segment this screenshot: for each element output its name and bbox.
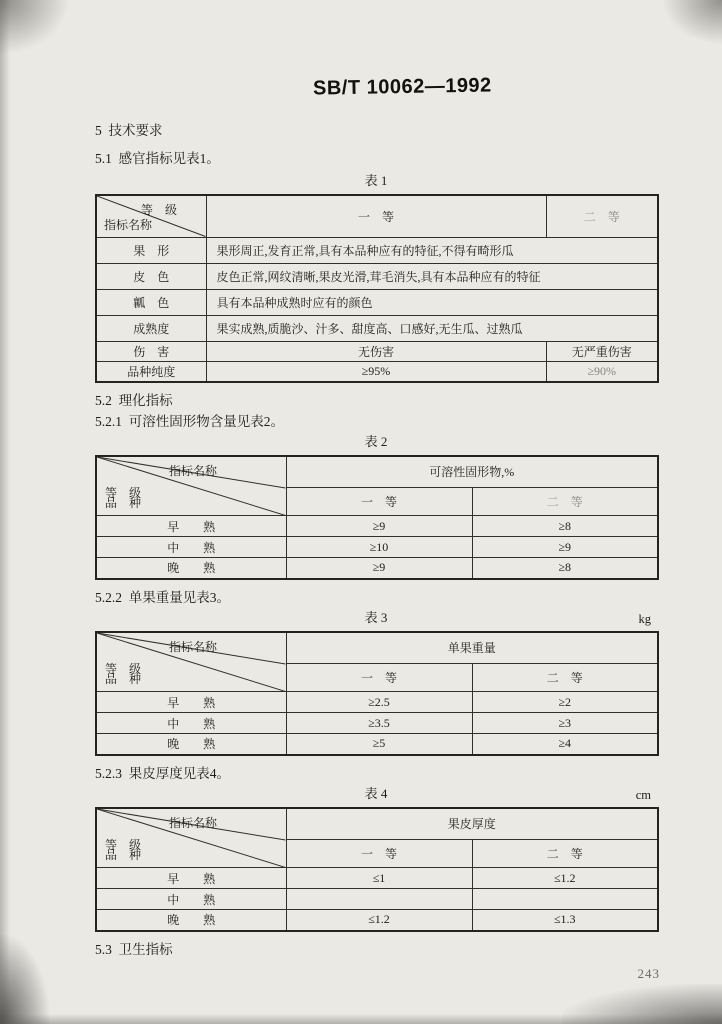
table2-col-second-grade: 二 等 <box>472 488 658 516</box>
table2-col-first-grade: 一 等 <box>286 488 472 516</box>
standard-code-stamp: SB/T 10062—1992 <box>312 74 492 100</box>
row-header-mid-maturing: 中 熟 <box>96 889 286 910</box>
table4-group-header-row <box>96 808 658 840</box>
table2-group-header-row <box>96 456 658 488</box>
cell-skin-color-description: 皮色正常,网纹清晰,果皮光滑,茸毛消失,具有本品种应有的特征 <box>206 263 658 289</box>
cell-mid-grade1: ≥3.5 <box>286 713 472 734</box>
table1-row-fruit-shape <box>96 237 658 263</box>
table1-diagonal-header-cell <box>96 195 206 237</box>
cell-mid-grade2: ≥9 <box>472 537 658 558</box>
table-3-single-fruit-weight <box>95 631 659 756</box>
table4-indicator-name-label: 指标名称 <box>169 815 218 830</box>
row-header-variety-purity: 品种纯度 <box>96 361 206 382</box>
heading-physicochemical-indicators: 5.2 理化指标 <box>95 392 173 408</box>
table4-row-early <box>96 868 658 889</box>
table2-caption-row <box>95 434 657 450</box>
table3-row-mid <box>96 713 658 734</box>
table3-variety-label: 品 种 <box>105 672 142 686</box>
cell-flesh-color-description: 具有本品种成熟时应有的颜色 <box>206 289 658 315</box>
heading-sensory-indicators: 5.1 感官指标见表1。 <box>95 151 220 166</box>
row-header-mid-maturing: 中 熟 <box>96 537 286 558</box>
table4-col-first-grade: 一 等 <box>286 840 472 868</box>
table3-indicator-name-label: 指标名称 <box>169 639 218 654</box>
scan-shadow-left-edge <box>0 0 10 1024</box>
cell-mid-grade2 <box>472 889 658 910</box>
table3-diagonal-header-cell <box>96 632 286 692</box>
cell-damage-grade1: 无伤害 <box>206 341 546 361</box>
table4-row-mid <box>96 889 658 910</box>
table2-row-mid <box>96 537 658 558</box>
cell-early-grade2: ≥8 <box>472 516 658 537</box>
table1-row-variety-purity <box>96 361 658 382</box>
row-header-early-maturing: 早 熟 <box>96 868 286 889</box>
row-header-flesh-color: 瓤 色 <box>96 289 206 315</box>
table1-header-row <box>96 195 658 237</box>
row-header-fruit-shape: 果 形 <box>96 237 206 263</box>
cell-early-grade2: ≥2 <box>472 692 658 713</box>
row-header-maturity: 成熟度 <box>96 315 206 341</box>
table1-caption: 表 1 <box>364 173 388 188</box>
row-header-late-maturing: 晚 熟 <box>96 734 286 755</box>
table2-grade-label: 等 级 <box>105 485 142 500</box>
cell-damage-grade2: 无严重伤害 <box>546 341 658 361</box>
cell-mid-grade1: ≥10 <box>286 537 472 558</box>
table1-caption-row <box>95 173 657 189</box>
table3-group-header-row <box>96 632 658 664</box>
cell-late-grade1: ≥9 <box>286 558 472 579</box>
cell-fruit-shape-description: 果形周正,发育正常,具有本品种应有的特征,不得有畸形瓜 <box>206 237 658 263</box>
page-number: 243 <box>637 966 660 981</box>
row-header-damage: 伤 害 <box>96 341 206 361</box>
table2-row-early <box>96 516 658 537</box>
table2-row-late <box>96 558 658 579</box>
cell-early-grade1: ≤1 <box>286 868 472 889</box>
table4-unit: cm <box>635 787 651 802</box>
table1-row-flesh-color <box>96 289 658 315</box>
scan-shadow-bottom-left <box>0 934 50 1024</box>
table1-row-damage <box>96 341 658 361</box>
table3-grade-label: 等 级 <box>105 661 142 676</box>
table3-col-first-grade: 一 等 <box>286 664 472 692</box>
table1-col-second-grade: 二 等 <box>546 195 658 237</box>
table4-row-late <box>96 910 658 931</box>
document-page <box>95 76 657 958</box>
cell-mid-grade1 <box>286 889 472 910</box>
table-1-sensory-indicators <box>95 194 659 383</box>
cell-late-grade2: ≤1.3 <box>472 910 658 931</box>
table2-group-header: 可溶性固形物,% <box>286 456 658 488</box>
scan-shadow-bottom-right <box>562 984 722 1024</box>
cell-purity-grade1: ≥95% <box>206 361 546 382</box>
cell-late-grade2: ≥8 <box>472 558 658 579</box>
table1-col-first-grade: 一 等 <box>206 195 546 237</box>
heading-technical-requirements: 5 技术要求 <box>95 123 163 138</box>
row-header-early-maturing: 早 熟 <box>96 516 286 537</box>
table-2-soluble-solids <box>95 455 659 580</box>
table3-unit: kg <box>638 611 651 626</box>
table3-group-header: 单果重量 <box>286 632 658 664</box>
row-header-skin-color: 皮 色 <box>96 263 206 289</box>
table3-row-early <box>96 692 658 713</box>
table3-caption-row <box>95 610 657 626</box>
table-4-peel-thickness <box>95 807 659 932</box>
table4-variety-label: 品 种 <box>105 848 142 862</box>
table4-caption: 表 4 <box>364 785 388 801</box>
table1-grade-label: 等 级 <box>141 203 178 217</box>
row-header-late-maturing: 晚 熟 <box>96 910 286 931</box>
table4-caption-row <box>95 786 657 802</box>
table3-row-late <box>96 734 658 755</box>
table4-grade-label: 等 级 <box>105 837 142 852</box>
table4-diagonal-header-cell <box>96 808 286 868</box>
table2-variety-label: 品 种 <box>105 496 142 510</box>
table2-diagonal-header-cell <box>96 456 286 516</box>
table3-caption: 表 3 <box>364 609 388 625</box>
table4-group-header: 果皮厚度 <box>286 808 658 840</box>
heading-peel-thickness: 5.2.3 果皮厚度见表4。 <box>95 765 230 781</box>
cell-early-grade1: ≥2.5 <box>286 692 472 713</box>
heading-soluble-solids: 5.2.1 可溶性固形物含量见表2。 <box>95 413 284 429</box>
table1-row-maturity <box>96 315 658 341</box>
cell-early-grade1: ≥9 <box>286 516 472 537</box>
row-header-mid-maturing: 中 熟 <box>96 713 286 734</box>
scan-shadow-top-right <box>662 0 722 45</box>
cell-maturity-description: 果实成熟,质脆沙、汁多、甜度高、口感好,无生瓜、过熟瓜 <box>206 315 658 341</box>
heading-hygiene-indicators: 5.3 卫生指标 <box>95 941 173 957</box>
table2-caption: 表 2 <box>364 433 388 449</box>
cell-late-grade1: ≥5 <box>286 734 472 755</box>
cell-purity-grade2: ≥90% <box>546 361 658 382</box>
table1-indicator-name-label: 指标名称 <box>104 217 153 232</box>
table2-indicator-name-label: 指标名称 <box>169 463 218 478</box>
scan-shadow-top-left <box>0 0 70 55</box>
table3-col-second-grade: 二 等 <box>472 664 658 692</box>
cell-late-grade1: ≤1.2 <box>286 910 472 931</box>
cell-early-grade2: ≤1.2 <box>472 868 658 889</box>
table4-col-second-grade: 二 等 <box>472 840 658 868</box>
row-header-late-maturing: 晚 熟 <box>96 558 286 579</box>
heading-single-fruit-weight: 5.2.2 单果重量见表3。 <box>95 589 230 605</box>
cell-mid-grade2: ≥3 <box>472 713 658 734</box>
scan-shadow-bottom-edge <box>0 1014 722 1024</box>
row-header-early-maturing: 早 熟 <box>96 692 286 713</box>
table1-row-skin-color <box>96 263 658 289</box>
cell-late-grade2: ≥4 <box>472 734 658 755</box>
